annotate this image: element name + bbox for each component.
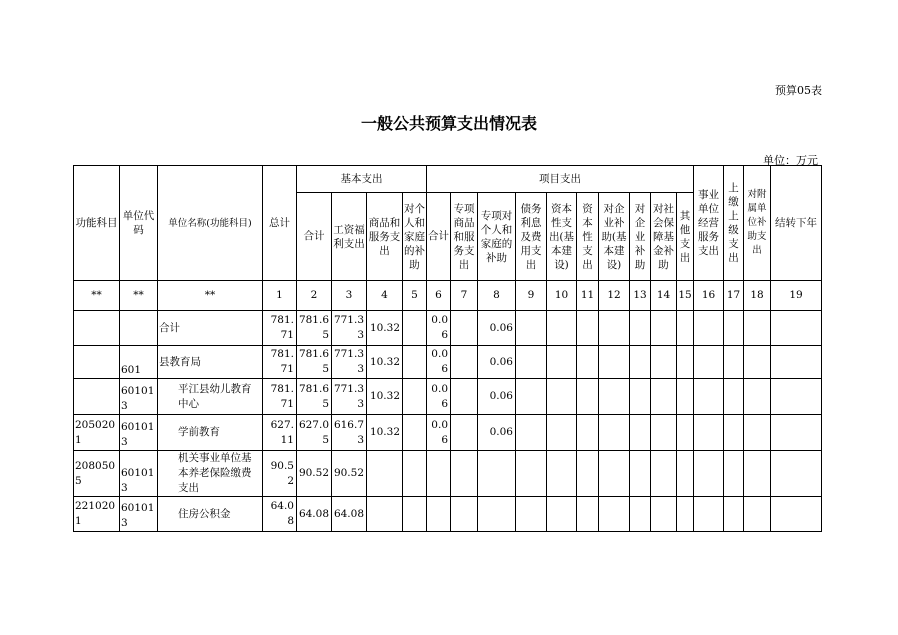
index-cell: 8 bbox=[478, 281, 516, 311]
cell-empty bbox=[677, 415, 694, 451]
index-cell: 15 bbox=[677, 281, 694, 311]
index-cell: 6 bbox=[427, 281, 451, 311]
cell-function-code: 2050201 bbox=[74, 415, 120, 451]
cell-empty bbox=[599, 451, 630, 497]
cell-empty bbox=[577, 311, 599, 346]
cell-empty bbox=[451, 311, 478, 346]
cell-empty bbox=[744, 379, 771, 415]
cell-empty bbox=[547, 379, 577, 415]
cell-empty bbox=[724, 497, 744, 532]
cell-empty bbox=[577, 497, 599, 532]
cell-unit-name: 县教育局 bbox=[158, 346, 263, 379]
cell-basic-subtotal: 90.52 bbox=[297, 451, 332, 497]
header-shebao: 对社会保障基金补助 bbox=[651, 193, 677, 281]
cell-empty bbox=[651, 497, 677, 532]
cell-unit-name: 合计 bbox=[158, 311, 263, 346]
cell-empty bbox=[694, 311, 724, 346]
cell-empty bbox=[694, 415, 724, 451]
index-cell: 12 bbox=[599, 281, 630, 311]
header-danwei-code: 单位代码 bbox=[120, 166, 158, 281]
cell-empty bbox=[744, 346, 771, 379]
cell-function-code bbox=[74, 379, 120, 415]
header-duiqiye-jianshe: 对企业补助(基本建设) bbox=[599, 193, 630, 281]
index-cell: 11 bbox=[577, 281, 599, 311]
cell-total: 64.08 bbox=[263, 497, 297, 532]
cell-empty bbox=[577, 379, 599, 415]
cell-empty bbox=[599, 346, 630, 379]
cell-empty bbox=[599, 379, 630, 415]
header-danwei-name: 单位名称(功能科目) bbox=[158, 166, 263, 281]
table-number-tag: 预算05表 bbox=[775, 84, 822, 97]
cell-empty bbox=[451, 415, 478, 451]
index-cell: 18 bbox=[744, 281, 771, 311]
cell-project-subtotal: 0.06 bbox=[427, 311, 451, 346]
cell-empty bbox=[651, 311, 677, 346]
cell-empty bbox=[724, 451, 744, 497]
cell-empty bbox=[694, 497, 724, 532]
index-cell: 10 bbox=[547, 281, 577, 311]
cell-basic-subtotal: 781.65 bbox=[297, 346, 332, 379]
cell-empty bbox=[577, 346, 599, 379]
cell-project-personal bbox=[478, 451, 516, 497]
cell-empty bbox=[403, 451, 427, 497]
cell-goods-services bbox=[367, 497, 403, 532]
cell-empty bbox=[694, 451, 724, 497]
index-cell: 14 bbox=[651, 281, 677, 311]
cell-unit-name: 平江县幼儿教育中心 bbox=[158, 379, 263, 415]
cell-project-personal: 0.06 bbox=[478, 311, 516, 346]
header-zhuanxiang: 专项商品和服务支出 bbox=[451, 193, 478, 281]
header-shiye: 事业单位经营服务支出 bbox=[694, 166, 724, 281]
header-xiangmu-group: 项目支出 bbox=[427, 166, 694, 193]
index-cell: 3 bbox=[332, 281, 367, 311]
table-row bbox=[74, 346, 822, 379]
cell-salary: 771.33 bbox=[332, 379, 367, 415]
index-cell: 5 bbox=[403, 281, 427, 311]
cell-empty bbox=[547, 415, 577, 451]
cell-empty bbox=[451, 346, 478, 379]
header-gongneng: 功能科目 bbox=[74, 166, 120, 281]
cell-unit-code: 601013 bbox=[120, 497, 158, 532]
cell-empty bbox=[771, 346, 822, 379]
cell-goods-services: 10.32 bbox=[367, 415, 403, 451]
header-heji-1: 合计 bbox=[297, 193, 332, 281]
cell-empty bbox=[630, 379, 651, 415]
header-shangpin-1: 商品和服务支出 bbox=[367, 193, 403, 281]
cell-function-code: 2210201 bbox=[74, 497, 120, 532]
cell-salary: 771.33 bbox=[332, 346, 367, 379]
header-zhaiwu: 债务利息及费用支出 bbox=[516, 193, 547, 281]
cell-empty bbox=[677, 379, 694, 415]
cell-empty bbox=[516, 311, 547, 346]
header-duiqiye: 对企业补助 bbox=[630, 193, 651, 281]
cell-empty bbox=[451, 497, 478, 532]
cell-total: 781.71 bbox=[263, 379, 297, 415]
cell-goods-services bbox=[367, 451, 403, 497]
cell-empty bbox=[694, 379, 724, 415]
cell-empty bbox=[547, 346, 577, 379]
cell-empty bbox=[547, 311, 577, 346]
cell-unit-name: 学前教育 bbox=[158, 415, 263, 451]
cell-empty bbox=[677, 497, 694, 532]
cell-empty bbox=[547, 497, 577, 532]
cell-empty bbox=[403, 379, 427, 415]
cell-basic-subtotal: 64.08 bbox=[297, 497, 332, 532]
table-row bbox=[74, 497, 822, 532]
cell-function-code bbox=[74, 346, 120, 379]
header-jiben-group: 基本支出 bbox=[297, 166, 427, 193]
cell-empty bbox=[677, 346, 694, 379]
cell-basic-subtotal: 781.65 bbox=[297, 311, 332, 346]
header-duigeren-1: 对个人和家庭的补助 bbox=[403, 193, 427, 281]
cell-empty bbox=[599, 311, 630, 346]
cell-empty bbox=[599, 415, 630, 451]
cell-basic-subtotal: 627.05 bbox=[297, 415, 332, 451]
cell-empty bbox=[516, 451, 547, 497]
cell-unit-code: 601013 bbox=[120, 451, 158, 497]
cell-empty bbox=[630, 497, 651, 532]
header-gongzi: 工资福利支出 bbox=[332, 193, 367, 281]
cell-unit-name: 机关事业单位基本养老保险缴费支出 bbox=[158, 451, 263, 497]
index-cell: 4 bbox=[367, 281, 403, 311]
cell-empty bbox=[516, 346, 547, 379]
header-heji-2: 合计 bbox=[427, 193, 451, 281]
cell-empty bbox=[547, 451, 577, 497]
cell-empty bbox=[451, 451, 478, 497]
cell-unit-code: 601013 bbox=[120, 415, 158, 451]
cell-empty bbox=[677, 451, 694, 497]
cell-goods-services: 10.32 bbox=[367, 379, 403, 415]
index-cell: 1 bbox=[263, 281, 297, 311]
cell-project-subtotal bbox=[427, 497, 451, 532]
cell-empty bbox=[451, 379, 478, 415]
cell-empty bbox=[577, 415, 599, 451]
index-cell: 7 bbox=[451, 281, 478, 311]
cell-empty bbox=[516, 379, 547, 415]
header-zongji: 总计 bbox=[263, 166, 297, 281]
cell-project-subtotal: 0.06 bbox=[427, 346, 451, 379]
cell-empty bbox=[651, 415, 677, 451]
cell-basic-subtotal: 781.65 bbox=[297, 379, 332, 415]
cell-empty bbox=[651, 346, 677, 379]
cell-project-personal: 0.06 bbox=[478, 379, 516, 415]
cell-empty bbox=[724, 311, 744, 346]
cell-empty bbox=[744, 415, 771, 451]
index-cell: 2 bbox=[297, 281, 332, 311]
header-ziben: 资本性支出 bbox=[577, 193, 599, 281]
cell-goods-services: 10.32 bbox=[367, 346, 403, 379]
budget-table bbox=[73, 165, 822, 532]
cell-empty bbox=[724, 346, 744, 379]
header-qita: 其他支出 bbox=[677, 193, 694, 281]
header-duigeren-2: 专项对个人和家庭的补助 bbox=[478, 193, 516, 281]
cell-goods-services: 10.32 bbox=[367, 311, 403, 346]
cell-empty bbox=[724, 379, 744, 415]
cell-empty bbox=[744, 311, 771, 346]
cell-empty bbox=[630, 451, 651, 497]
table-row bbox=[74, 379, 822, 415]
unit-label: 单位：万元 bbox=[763, 154, 818, 167]
cell-unit-code: 601013 bbox=[120, 379, 158, 415]
cell-empty bbox=[724, 415, 744, 451]
cell-unit-code bbox=[120, 311, 158, 346]
index-cell: 13 bbox=[630, 281, 651, 311]
cell-total: 627.11 bbox=[263, 415, 297, 451]
cell-project-personal: 0.06 bbox=[478, 415, 516, 451]
table-row bbox=[74, 451, 822, 497]
cell-total: 781.71 bbox=[263, 346, 297, 379]
cell-empty bbox=[744, 451, 771, 497]
cell-project-subtotal: 0.06 bbox=[427, 415, 451, 451]
index-row bbox=[74, 281, 822, 311]
cell-project-subtotal bbox=[427, 451, 451, 497]
header-jiezhuan: 结转下年 bbox=[771, 166, 822, 281]
index-cell: ** bbox=[120, 281, 158, 311]
cell-salary: 771.33 bbox=[332, 311, 367, 346]
cell-empty bbox=[516, 415, 547, 451]
cell-empty bbox=[403, 415, 427, 451]
cell-empty bbox=[651, 451, 677, 497]
cell-empty bbox=[630, 346, 651, 379]
cell-empty bbox=[771, 451, 822, 497]
cell-empty bbox=[630, 311, 651, 346]
cell-salary: 616.73 bbox=[332, 415, 367, 451]
cell-project-personal bbox=[478, 497, 516, 532]
cell-empty bbox=[771, 497, 822, 532]
cell-empty bbox=[403, 497, 427, 532]
header-fushu: 对附属单位补助支出 bbox=[744, 166, 771, 281]
index-cell: 16 bbox=[694, 281, 724, 311]
cell-project-subtotal: 0.06 bbox=[427, 379, 451, 415]
index-cell: 17 bbox=[724, 281, 744, 311]
cell-empty bbox=[771, 311, 822, 346]
index-cell: ** bbox=[158, 281, 263, 311]
header-ziben-jianshe: 资本性支出(基本建设) bbox=[547, 193, 577, 281]
cell-empty bbox=[651, 379, 677, 415]
cell-empty bbox=[577, 451, 599, 497]
header-shangjiao: 上缴上级支出 bbox=[724, 166, 744, 281]
cell-empty bbox=[516, 497, 547, 532]
cell-total: 781.71 bbox=[263, 311, 297, 346]
cell-empty bbox=[744, 497, 771, 532]
cell-empty bbox=[403, 311, 427, 346]
cell-salary: 64.08 bbox=[332, 497, 367, 532]
cell-total: 90.52 bbox=[263, 451, 297, 497]
cell-empty bbox=[771, 379, 822, 415]
cell-empty bbox=[694, 346, 724, 379]
cell-empty bbox=[599, 497, 630, 532]
cell-unit-code: 601 bbox=[120, 346, 158, 379]
table-row bbox=[74, 311, 822, 346]
table-row bbox=[74, 415, 822, 451]
cell-unit-name: 住房公积金 bbox=[158, 497, 263, 532]
cell-empty bbox=[677, 311, 694, 346]
cell-salary: 90.52 bbox=[332, 451, 367, 497]
cell-empty bbox=[630, 415, 651, 451]
page-title: 一般公共预算支出情况表 bbox=[360, 114, 537, 133]
index-cell: ** bbox=[74, 281, 120, 311]
cell-project-personal: 0.06 bbox=[478, 346, 516, 379]
cell-empty bbox=[403, 346, 427, 379]
cell-empty bbox=[771, 415, 822, 451]
cell-function-code: 2080505 bbox=[74, 451, 120, 497]
index-cell: 19 bbox=[771, 281, 822, 311]
index-cell: 9 bbox=[516, 281, 547, 311]
cell-function-code bbox=[74, 311, 120, 346]
